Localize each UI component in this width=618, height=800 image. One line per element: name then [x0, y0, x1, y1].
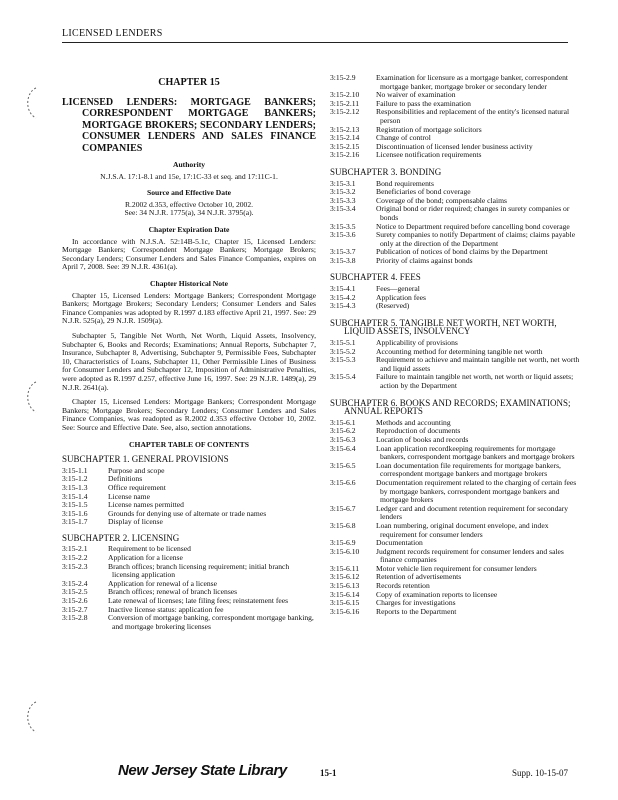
section-number: 3:15-2.16 [330, 150, 360, 160]
toc-entry [330, 462, 580, 479]
section-number: 3:15-5.2 [330, 346, 356, 356]
section-title: Copy of examination reports to licensee [376, 589, 498, 599]
section-title: Records retention [376, 581, 430, 591]
toc-list [330, 285, 580, 311]
section-number: 3:15-6.8 [330, 520, 356, 530]
toc-entry [62, 614, 316, 631]
toc-list [330, 339, 580, 391]
source-text: See: 34 N.J.R. 1775(a), 34 N.J.R. 3795(a). [124, 208, 254, 218]
running-head: LICENSED LENDERS [62, 28, 163, 39]
toc-entry [330, 231, 580, 248]
toc-entry [330, 573, 580, 582]
section-title: Branch offices; renewal of branch licenses [108, 587, 238, 597]
section-title: Documentation requirement related to the charging of certain fees by mortgage bankers, correspondent mortgage bankers and mortgage brokers [376, 477, 577, 505]
toc-entry [330, 74, 580, 91]
toc-entry [330, 445, 580, 462]
section-title: Coverage of the bond; compensable claims [376, 195, 507, 205]
section-number: 3:15-6.4 [330, 443, 356, 453]
toc-entry [62, 484, 316, 493]
toc-list [330, 180, 580, 266]
toc-entry [62, 510, 316, 519]
toc-list [330, 419, 580, 617]
section-title: Change of control [376, 133, 431, 143]
section-number: 3:15-6.6 [330, 477, 356, 487]
section-title: Ledger card and document retention requirement for secondary lenders [376, 503, 569, 522]
section-title: Motor vehicle lien requirement for consumer lenders [376, 563, 537, 573]
section-number: 3:15-2.14 [330, 133, 360, 143]
section-title: No waiver of examination [376, 90, 456, 100]
section-title: Purpose and scope [108, 465, 165, 475]
section-number: 3:15-2.2 [62, 553, 88, 563]
toc-entry [330, 205, 580, 222]
toc-entry [330, 548, 580, 565]
toc-entry [330, 257, 580, 266]
section-number: 3:15-2.9 [330, 73, 356, 82]
section-number: 3:15-4.1 [330, 284, 356, 294]
section-title: Display of license [108, 517, 163, 527]
section-title: Priority of claims against bonds [376, 255, 473, 265]
section-title: Beneficiaries of bond coverage [376, 187, 471, 197]
section-number: 3:15-3.5 [330, 221, 356, 231]
subchapter-title: SUBCHAPTER 6. BOOKS AND RECORDS; EXAMINATIONS; ANNUAL REPORTS [330, 397, 571, 417]
library-stamp: New Jersey State Library [118, 762, 287, 779]
section-title: Notice to Department required before cancelling bond coverage [376, 221, 570, 231]
toc-entry [330, 522, 580, 539]
section-title: Applicability of provisions [376, 338, 458, 348]
section-number: 3:15-6.15 [330, 598, 360, 608]
section-number: 3:15-2.4 [62, 578, 88, 588]
section-title: Location of books and records [376, 434, 469, 444]
section-title: Examination for licensure as a mortgage banker, correspondent mortgage banker, mortgage broker or secondary lender [376, 73, 568, 91]
section-title: Responsibilities and replacement of the entity's licensed natural person [376, 107, 570, 125]
section-title: Requirement to be licensed [108, 544, 191, 554]
subchapter-title: SUBCHAPTER 3. BONDING [330, 166, 442, 177]
section-title: Licensee notification requirements [376, 150, 482, 160]
section-title: Fees—general [376, 284, 420, 294]
section-number: 3:15-1.1 [62, 465, 88, 475]
subchapter-title: SUBCHAPTER 4. FEES [330, 272, 421, 283]
binding-hole-mark [20, 380, 42, 414]
section-title: Application for a license [108, 553, 183, 563]
section-number: 3:15-3.6 [330, 230, 356, 240]
section-number: 3:15-3.7 [330, 247, 356, 257]
section-number: 3:15-3.2 [330, 187, 356, 197]
section-number: 3:15-3.4 [330, 204, 356, 214]
supplement-date: Supp. 10-15-07 [512, 768, 568, 778]
toc-list [62, 545, 316, 631]
section-number: 3:15-6.12 [330, 572, 360, 582]
toc-entry [62, 475, 316, 484]
subchapter-title: SUBCHAPTER 5. TANGIBLE NET WORTH, NET WORTH, LIQUID ASSETS, INSOLVENCY [330, 317, 557, 337]
section-number: 3:15-1.3 [62, 482, 88, 492]
toc-entry [330, 479, 580, 505]
toc-entry [330, 294, 580, 303]
section-title: Definitions [108, 474, 143, 484]
section-title: Discontinuation of licensed lender business activity [376, 141, 533, 151]
section-title: Requirement to achieve and maintain tangible net worth, net worth and liquid assets [376, 355, 580, 373]
toc-entry [62, 518, 316, 527]
toc-entry [330, 505, 580, 522]
section-title: Charges for investigations [376, 598, 456, 608]
section-title: Inactive license status: application fee [108, 604, 224, 614]
page-number: 15-1 [320, 768, 337, 778]
source-text: R.2002 d.353, effective October 10, 2002. [124, 199, 254, 209]
section-number: 3:15-1.5 [62, 500, 88, 510]
section-number: 3:15-2.1 [62, 544, 88, 554]
section-number: 3:15-1.6 [62, 508, 88, 518]
section-title: Failure to pass the examination [376, 98, 471, 108]
section-number: 3:15-2.3 [62, 561, 88, 571]
section-number: 3:15-2.7 [62, 604, 88, 614]
history-paragraph: Subchapter 5, Tangible Net Worth, Net Worth, Liquid Assets, Insolvency, Subchapter 6, Books and Records; Examinations; Annual Reports, Subchapter 7, Insurance, Subchapter 8, Advertising, Subchapter 9, Permissible Fees, Subchapter 10, Characteristics of Loans, Subchapter 11, Other Permissible Lines of Business for Consumer Lenders and Subchapter 12, Imposition of Administrative Penalties, were adopted as R.1997 d.257, effective June 16, 1997. See: 29 N.J.R. 1489(a), 29 N.J.R. 2641(a). [62, 331, 316, 392]
section-title: Registration of mortgage solicitors [376, 124, 482, 134]
left-column [62, 74, 316, 631]
section-title: Reproduction of documents [376, 426, 461, 436]
section-title: Application fees [376, 292, 426, 302]
section-number: 3:15-6.3 [330, 434, 356, 444]
section-number: 3:15-6.7 [330, 503, 356, 513]
section-title: Loan numbering, original document envelope, and index requirement for consumer lenders [376, 520, 549, 539]
section-number: 3:15-3.1 [330, 178, 356, 188]
toc-entry [330, 302, 580, 311]
section-number: 3:15-6.11 [330, 563, 360, 573]
section-number: 3:15-5.4 [330, 372, 356, 382]
subchapter-title: SUBCHAPTER 2. LICENSING [62, 532, 180, 543]
toc-entry [330, 285, 580, 294]
section-title: Application for renewal of a license [108, 578, 218, 588]
expiration-heading: Chapter Expiration Date [148, 225, 230, 235]
toc-list [330, 74, 580, 160]
section-number: 3:15-5.3 [330, 355, 356, 365]
toc-entry [62, 563, 316, 580]
section-title: License names permitted [108, 500, 184, 510]
section-title: Retention of advertisements [376, 572, 462, 582]
section-title: Loan documentation file requirements for mortgage bankers, correspondent mortgage bankers and mortgage brokers [376, 460, 561, 479]
toc-entry [330, 373, 580, 390]
toc-entry [62, 467, 316, 476]
section-number: 3:15-3.3 [330, 195, 356, 205]
toc-entry [62, 493, 316, 502]
section-number: 3:15-6.13 [330, 581, 360, 591]
section-title: Conversion of mortgage banking, correspondent mortgage banking, and mortgage brokering licenses [108, 613, 314, 631]
section-title: Late renewal of licenses; late filing fees; reinstatement fees [108, 596, 289, 606]
section-title: Original bond or rider required; changes in surety companies or bonds [376, 204, 570, 222]
toc-entry [330, 608, 580, 617]
section-title: License name [108, 491, 150, 501]
section-number: 3:15-2.13 [330, 124, 360, 134]
section-number: 3:15-2.12 [330, 107, 360, 117]
section-title: Surety companies to notify Department of claims; claims payable only at the direction of the Department [376, 230, 576, 248]
binding-hole-mark [20, 700, 42, 734]
toc-entry [330, 126, 580, 135]
section-title: Reports to the Department [376, 606, 457, 616]
section-number: 3:15-6.9 [330, 538, 356, 548]
history-paragraph: Chapter 15, Licensed Lenders: Mortgage Bankers; Correspondent Mortgage Bankers; Mortgage Brokers; Secondary Lenders; Consumer Lenders and Sales Finance Companies was adopted by R.1997 d.183 effective April 21, 1997. See: 29 N.J.R. 525(a), 29 N.J.R. 1509(a). [62, 290, 316, 326]
toc-entry [330, 108, 580, 125]
section-title: Loan application recordkeeping requirements for mortgage bankers, correspondent mortgage bankers and mortgage brokers [376, 443, 575, 462]
toc-heading: CHAPTER TABLE OF CONTENTS [129, 439, 249, 449]
section-number: 3:15-5.1 [330, 338, 356, 348]
toc-list [62, 467, 316, 527]
section-number: 3:15-2.6 [62, 596, 88, 606]
source-heading: Source and Effective Date [146, 188, 231, 198]
authority-text: N.J.S.A. 17:1-8.1 and 15e, 17:1C-33 et seq. and 17:11C-1. [100, 171, 278, 181]
section-title: Documentation [376, 538, 423, 548]
section-number: 3:15-6.14 [330, 589, 360, 599]
toc-entry [330, 356, 580, 373]
section-number: 3:15-6.5 [330, 460, 356, 470]
history-paragraph: Chapter 15, Licensed Lenders: Mortgage Bankers; Correspondent Mortgage Bankers; Mortgage Brokers; Secondary Lenders; Consumer Lenders and Sales Finance Companies, was readopted as R.2002 d.353 effective October 10, 2002. See: Source and Effective Date. See, also, section annotations. [62, 397, 316, 432]
expiration-text: In accordance with N.J.S.A. 52:14B-5.1c, Chapter 15, Licensed Lenders: Mortgage Bankers; Correspondent Mortgage Bankers; Mortgage Brokers; Secondary Lenders; Consumer Lenders and Sales Finance Companies, expires on April 7, 2008. See: 39 N.J.R. 4361(a). [62, 236, 316, 272]
section-number: 3:15-6.16 [330, 606, 360, 616]
subchapter-title: SUBCHAPTER 1. GENERAL PROVISIONS [62, 454, 229, 465]
section-number: 3:15-4.3 [330, 301, 356, 311]
section-number: 3:15-2.10 [330, 90, 360, 100]
section-title: Accounting method for determining tangible net worth [376, 346, 543, 356]
section-title: Failure to maintain tangible net worth, net worth or liquid assets; action by the Department [376, 372, 574, 390]
authority-heading: Authority [172, 160, 206, 170]
section-number: 3:15-2.15 [330, 141, 360, 151]
toc-entry [330, 151, 580, 160]
section-title: Grounds for denying use of alternate or trade names [108, 508, 267, 518]
section-number: 3:15-6.10 [330, 546, 360, 556]
section-number: 3:15-4.2 [330, 292, 356, 302]
section-number: 3:15-2.5 [62, 587, 88, 597]
section-number: 3:15-1.7 [62, 517, 88, 527]
section-number: 3:15-3.8 [330, 255, 356, 265]
toc-entry [62, 545, 316, 554]
section-number: 3:15-6.1 [330, 417, 356, 427]
header-rule [62, 42, 568, 43]
right-column [330, 74, 580, 616]
section-title: Branch offices; branch licensing requirement; initial branch licensing application [108, 561, 290, 580]
section-number: 3:15-1.4 [62, 491, 88, 501]
binding-hole-mark [20, 86, 42, 120]
section-number: 3:15-2.8 [62, 613, 88, 623]
history-heading: Chapter Historical Note [150, 279, 228, 289]
section-title: Judgment records requirement for consumer lenders and sales finance companies [376, 546, 564, 565]
section-number: 3:15-2.11 [330, 98, 360, 108]
section-title: Methods and accounting [376, 417, 451, 427]
section-title: (Reserved) [376, 301, 410, 311]
section-number: 3:15-6.2 [330, 426, 356, 436]
section-number: 3:15-1.2 [62, 474, 88, 484]
section-title: Office requirement [108, 482, 166, 492]
section-title: Publication of notices of bond claims by the Department [376, 247, 548, 257]
chapter-number: CHAPTER 15 [158, 77, 220, 88]
chapter-title: LICENSED LENDERS: MORTGAGE BANKERS; CORRESPONDENT MORTGAGE BANKERS; MORTGAGE BROKERS; SECONDARY LENDERS; CONSUMER LENDERS AND SALES FINANCE COMPANIES [62, 96, 316, 154]
section-title: Bond requirements [376, 178, 434, 188]
